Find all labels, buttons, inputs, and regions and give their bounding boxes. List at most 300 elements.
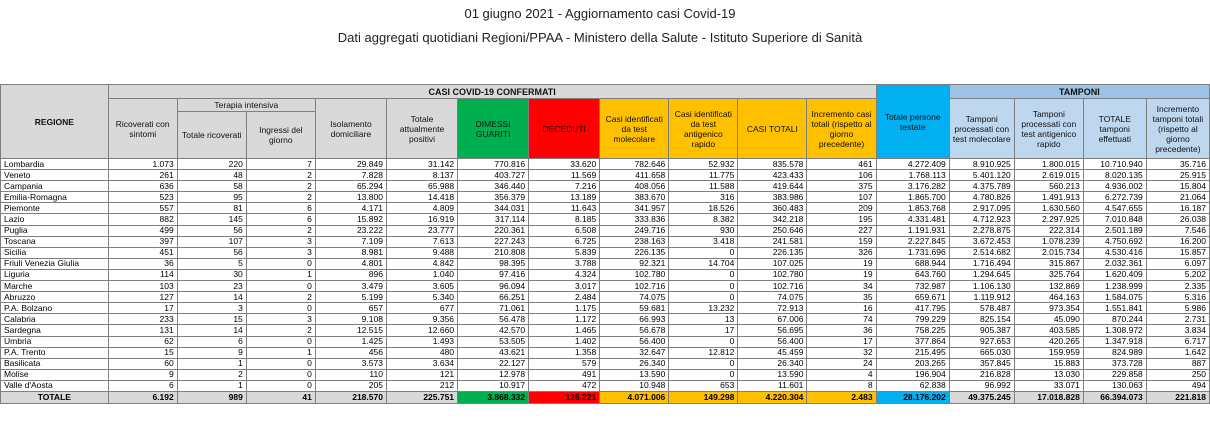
table-row [1, 336, 1210, 347]
cell-deceduti: 7.216 [529, 181, 600, 192]
cell-attualmente-positivi: 212 [386, 380, 457, 391]
cell-tamponi-molecolare: 1.106.130 [949, 281, 1014, 292]
cell-totale-ricoverati: 58 [177, 181, 246, 192]
table-row [1, 269, 1210, 280]
cell-tamponi-molecolare: 357.845 [949, 358, 1014, 369]
cell-casi-antigenico: 11.775 [669, 170, 738, 181]
table-row [1, 236, 1210, 247]
cell-regione: Emilia-Romagna [1, 192, 109, 203]
cell-casi-totali: 56.695 [738, 325, 807, 336]
cell-regione: P.A. Bolzano [1, 303, 109, 314]
cell-dimessi-guariti: 71.061 [458, 303, 529, 314]
cell-incremento-tamponi: 7.546 [1146, 225, 1209, 236]
col-header-dimessi-guariti: DIMESSI GUARITI [458, 99, 529, 159]
cell-casi-antigenico: 149.298 [669, 391, 738, 403]
cell-attualmente-positivi: 4.842 [386, 258, 457, 269]
cell-dimessi-guariti: 344.031 [458, 203, 529, 214]
cell-tamponi-totale: 8.020.135 [1083, 170, 1146, 181]
total-row [1, 391, 1210, 403]
cell-tamponi-molecolare: 2.278.875 [949, 225, 1014, 236]
cell-ingressi-giorno: 3 [246, 236, 315, 247]
cell-incremento-casi: 461 [807, 159, 876, 170]
cell-tamponi-antigenico: 315.867 [1014, 258, 1083, 269]
cell-tamponi-molecolare: 4.712.923 [949, 214, 1014, 225]
cell-incremento-casi: 326 [807, 247, 876, 258]
cell-casi-antigenico: 0 [669, 269, 738, 280]
col-header-incremento-tamponi: Incremento tamponi totali (rispetto al giorno precedente) [1146, 99, 1209, 159]
cell-regione: Lombardia [1, 159, 109, 170]
cell-incremento-casi: 36 [807, 325, 876, 336]
table-row [1, 358, 1210, 369]
cell-isolamento: 456 [315, 347, 386, 358]
cell-casi-antigenico: 0 [669, 247, 738, 258]
cell-totale-ricoverati: 3 [177, 303, 246, 314]
cell-casi-antigenico: 0 [669, 336, 738, 347]
cell-casi-molecolare: 4.071.006 [600, 391, 669, 403]
cell-persone-testate: 1.731.696 [876, 247, 949, 258]
cell-tamponi-totale: 824.989 [1083, 347, 1146, 358]
cell-ricoverati-sintomi: 261 [108, 170, 177, 181]
cell-incremento-tamponi: 3.834 [1146, 325, 1209, 336]
cell-persone-testate: 1.865.700 [876, 192, 949, 203]
cell-ricoverati-sintomi: 60 [108, 358, 177, 369]
cell-isolamento: 29.849 [315, 159, 386, 170]
cell-tamponi-totale: 10.710.940 [1083, 159, 1146, 170]
cell-tamponi-antigenico: 464.163 [1014, 292, 1083, 303]
cell-tamponi-antigenico: 1.630.560 [1014, 203, 1083, 214]
cell-attualmente-positivi: 225.751 [386, 391, 457, 403]
cell-tamponi-totale: 6.272.739 [1083, 192, 1146, 203]
cell-ingressi-giorno: 0 [246, 336, 315, 347]
cell-ingressi-giorno: 2 [246, 225, 315, 236]
cell-incremento-tamponi: 5.986 [1146, 303, 1209, 314]
cell-casi-molecolare: 782.646 [600, 159, 669, 170]
cell-tamponi-totale: 2.032.361 [1083, 258, 1146, 269]
cell-isolamento: 12.515 [315, 325, 386, 336]
cell-ingressi-giorno: 0 [246, 369, 315, 380]
cell-isolamento: 4.801 [315, 258, 386, 269]
cell-dimessi-guariti: 56.478 [458, 314, 529, 325]
cell-deceduti: 579 [529, 358, 600, 369]
cell-attualmente-positivi: 31.142 [386, 159, 457, 170]
cell-attualmente-positivi: 677 [386, 303, 457, 314]
col-header-incremento-casi: Incremento casi totali (rispetto al giorno precedente) [807, 99, 876, 159]
cell-dimessi-guariti: 98.395 [458, 258, 529, 269]
cell-deceduti: 1.172 [529, 314, 600, 325]
cell-deceduti: 491 [529, 369, 600, 380]
cell-ricoverati-sintomi: 451 [108, 247, 177, 258]
cell-tamponi-totale: 2.501.189 [1083, 225, 1146, 236]
col-header-isolamento: Isolamento domiciliare [315, 99, 386, 159]
cell-isolamento: 110 [315, 369, 386, 380]
col-header-attualmente-positivi: Totale attualmente positivi [386, 99, 457, 159]
cell-totale-ricoverati: 14 [177, 292, 246, 303]
cell-isolamento: 1.425 [315, 336, 386, 347]
cell-ingressi-giorno: 6 [246, 214, 315, 225]
cell-totale-ricoverati: 15 [177, 314, 246, 325]
cell-tamponi-totale: 4.750.692 [1083, 236, 1146, 247]
cell-ricoverati-sintomi: 114 [108, 269, 177, 280]
group-header-casi: CASI COVID-19 CONFERMATI [108, 85, 876, 99]
cell-incremento-casi: 107 [807, 192, 876, 203]
cell-deceduti: 11.643 [529, 203, 600, 214]
cell-ricoverati-sintomi: 882 [108, 214, 177, 225]
cell-regione: Basilicata [1, 358, 109, 369]
cell-casi-molecolare: 383.670 [600, 192, 669, 203]
cell-dimessi-guariti: 227.243 [458, 236, 529, 247]
cell-persone-testate: 62.838 [876, 380, 949, 391]
cell-tamponi-totale: 229.858 [1083, 369, 1146, 380]
cell-casi-antigenico: 17 [669, 325, 738, 336]
cell-tamponi-antigenico: 403.585 [1014, 325, 1083, 336]
cell-dimessi-guariti: 403.727 [458, 170, 529, 181]
cell-persone-testate: 196.904 [876, 369, 949, 380]
cell-incremento-casi: 24 [807, 358, 876, 369]
col-header-tamponi-totale: TOTALE tamponi effettuati [1083, 99, 1146, 159]
cell-totale-ricoverati: 56 [177, 247, 246, 258]
cell-casi-molecolare: 66.993 [600, 314, 669, 325]
cell-tamponi-molecolare: 2.917.095 [949, 203, 1014, 214]
cell-isolamento: 23.222 [315, 225, 386, 236]
cell-dimessi-guariti: 10.917 [458, 380, 529, 391]
cell-totale-ricoverati: 145 [177, 214, 246, 225]
cell-tamponi-totale: 1.551.841 [1083, 303, 1146, 314]
cell-dimessi-guariti: 346.440 [458, 181, 529, 192]
cell-persone-testate: 2.227.845 [876, 236, 949, 247]
cell-totale-ricoverati: 81 [177, 203, 246, 214]
cell-casi-totali: 360.483 [738, 203, 807, 214]
cell-attualmente-positivi: 4.809 [386, 203, 457, 214]
cell-ricoverati-sintomi: 62 [108, 336, 177, 347]
table-row [1, 247, 1210, 258]
cell-ricoverati-sintomi: 127 [108, 292, 177, 303]
cell-incremento-casi: 16 [807, 303, 876, 314]
cell-casi-antigenico: 12.812 [669, 347, 738, 358]
cell-casi-totali: 241.581 [738, 236, 807, 247]
table-row [1, 225, 1210, 236]
cell-regione: Sicilia [1, 247, 109, 258]
cell-tamponi-antigenico: 1.800.015 [1014, 159, 1083, 170]
cell-totale-ricoverati: 2 [177, 369, 246, 380]
cell-attualmente-positivi: 65.988 [386, 181, 457, 192]
cell-ingressi-giorno: 0 [246, 380, 315, 391]
cell-ingressi-giorno: 3 [246, 314, 315, 325]
cell-tamponi-totale: 7.010.848 [1083, 214, 1146, 225]
cell-isolamento: 15.892 [315, 214, 386, 225]
cell-attualmente-positivi: 5.340 [386, 292, 457, 303]
cell-regione: TOTALE [1, 391, 109, 403]
cell-casi-totali: 250.646 [738, 225, 807, 236]
cell-tamponi-antigenico: 159.959 [1014, 347, 1083, 358]
cell-isolamento: 205 [315, 380, 386, 391]
cell-regione: Campania [1, 181, 109, 192]
cell-tamponi-molecolare: 578.487 [949, 303, 1014, 314]
col-header-deceduti: DECEDUTI [529, 99, 600, 159]
cell-deceduti: 33.620 [529, 159, 600, 170]
cell-tamponi-antigenico: 2.015.734 [1014, 247, 1083, 258]
cell-attualmente-positivi: 480 [386, 347, 457, 358]
cell-incremento-tamponi: 25.915 [1146, 170, 1209, 181]
cell-regione: Friuli Venezia Giulia [1, 258, 109, 269]
cell-casi-totali: 72.913 [738, 303, 807, 314]
table-row [1, 369, 1210, 380]
cell-tamponi-totale: 373.728 [1083, 358, 1146, 369]
col-header-totale-ricoverati: Totale ricoverati [177, 112, 246, 159]
cell-tamponi-antigenico: 2.619.015 [1014, 170, 1083, 181]
cell-casi-molecolare: 341.957 [600, 203, 669, 214]
cell-ingressi-giorno: 1 [246, 347, 315, 358]
cell-incremento-casi: 34 [807, 281, 876, 292]
group-header-tamponi: TAMPONI [949, 85, 1209, 99]
col-header-persone-testate: Totale persone testate [876, 85, 949, 159]
page-title: 01 giugno 2021 - Aggiornamento casi Covid-19 [464, 6, 736, 21]
cell-tamponi-totale: 4.530.416 [1083, 247, 1146, 258]
cell-isolamento: 8.981 [315, 247, 386, 258]
cell-attualmente-positivi: 14.418 [386, 192, 457, 203]
table-row [1, 258, 1210, 269]
cell-deceduti: 472 [529, 380, 600, 391]
cell-ricoverati-sintomi: 131 [108, 325, 177, 336]
cell-tamponi-molecolare: 4.780.826 [949, 192, 1014, 203]
cell-tamponi-molecolare: 1.294.645 [949, 269, 1014, 280]
table-row [1, 380, 1210, 391]
cell-tamponi-molecolare: 665.030 [949, 347, 1014, 358]
cell-casi-totali: 56.400 [738, 336, 807, 347]
cell-tamponi-antigenico: 222.314 [1014, 225, 1083, 236]
cell-tamponi-antigenico: 2.297.925 [1014, 214, 1083, 225]
cell-ricoverati-sintomi: 397 [108, 236, 177, 247]
cell-attualmente-positivi: 8.137 [386, 170, 457, 181]
cell-tamponi-antigenico: 33.071 [1014, 380, 1083, 391]
cell-regione: Veneto [1, 170, 109, 181]
cell-tamponi-molecolare: 1.716.494 [949, 258, 1014, 269]
cell-incremento-tamponi: 35.716 [1146, 159, 1209, 170]
cell-totale-ricoverati: 14 [177, 325, 246, 336]
cell-dimessi-guariti: 3.868.332 [458, 391, 529, 403]
cell-casi-molecolare: 13.590 [600, 369, 669, 380]
cell-totale-ricoverati: 1 [177, 358, 246, 369]
cell-attualmente-positivi: 23.777 [386, 225, 457, 236]
cell-regione: Piemonte [1, 203, 109, 214]
cell-tamponi-molecolare: 216.828 [949, 369, 1014, 380]
cell-incremento-tamponi: 2.731 [1146, 314, 1209, 325]
cell-tamponi-totale: 130.063 [1083, 380, 1146, 391]
cell-tamponi-antigenico: 15.883 [1014, 358, 1083, 369]
cell-ingressi-giorno: 2 [246, 325, 315, 336]
cell-casi-molecolare: 59.681 [600, 303, 669, 314]
cell-deceduti: 4.324 [529, 269, 600, 280]
cell-incremento-casi: 227 [807, 225, 876, 236]
cell-persone-testate: 203.265 [876, 358, 949, 369]
cell-casi-totali: 383.986 [738, 192, 807, 203]
cell-tamponi-molecolare: 49.375.245 [949, 391, 1014, 403]
cell-persone-testate: 799.229 [876, 314, 949, 325]
cell-casi-antigenico: 0 [669, 369, 738, 380]
cell-totale-ricoverati: 56 [177, 225, 246, 236]
cell-deceduti: 3.788 [529, 258, 600, 269]
cell-dimessi-guariti: 53.505 [458, 336, 529, 347]
cell-attualmente-positivi: 9.356 [386, 314, 457, 325]
cell-casi-totali: 11.601 [738, 380, 807, 391]
cell-attualmente-positivi: 12.660 [386, 325, 457, 336]
cell-totale-ricoverati: 9 [177, 347, 246, 358]
cell-totale-ricoverati: 95 [177, 192, 246, 203]
cell-attualmente-positivi: 9.488 [386, 247, 457, 258]
cell-incremento-tamponi: 5.316 [1146, 292, 1209, 303]
cell-casi-antigenico: 13 [669, 314, 738, 325]
cell-ricoverati-sintomi: 233 [108, 314, 177, 325]
cell-totale-ricoverati: 30 [177, 269, 246, 280]
cell-persone-testate: 417.795 [876, 303, 949, 314]
cell-incremento-casi: 74 [807, 314, 876, 325]
cell-deceduti: 1.402 [529, 336, 600, 347]
cell-casi-molecolare: 408.056 [600, 181, 669, 192]
cell-casi-antigenico: 3.418 [669, 236, 738, 247]
cell-casi-totali: 102.780 [738, 269, 807, 280]
table-row [1, 203, 1210, 214]
cell-incremento-casi: 4 [807, 369, 876, 380]
cell-ingressi-giorno: 2 [246, 192, 315, 203]
table-row [1, 159, 1210, 170]
cell-ingressi-giorno: 0 [246, 303, 315, 314]
cell-isolamento: 13.800 [315, 192, 386, 203]
col-header-tamponi-molecolare: Tamponi processati con test molecolare [949, 99, 1014, 159]
cell-casi-antigenico: 0 [669, 358, 738, 369]
cell-casi-molecolare: 238.163 [600, 236, 669, 247]
cell-casi-antigenico: 13.232 [669, 303, 738, 314]
cell-casi-antigenico: 0 [669, 292, 738, 303]
cell-dimessi-guariti: 770.816 [458, 159, 529, 170]
cell-ingressi-giorno: 41 [246, 391, 315, 403]
group-header-terapia-intensiva: Terapia intensiva [177, 99, 315, 112]
cell-isolamento: 7.828 [315, 170, 386, 181]
cell-ingressi-giorno: 6 [246, 203, 315, 214]
cell-tamponi-antigenico: 132.869 [1014, 281, 1083, 292]
cell-regione: Umbria [1, 336, 109, 347]
col-header-casi-antigenico: Casi identificati da test antigenico rapido [669, 99, 738, 159]
cell-tamponi-totale: 4.547.655 [1083, 203, 1146, 214]
cell-deceduti: 5.839 [529, 247, 600, 258]
cell-casi-antigenico: 0 [669, 281, 738, 292]
cell-incremento-tamponi: 494 [1146, 380, 1209, 391]
cell-tamponi-totale: 870.244 [1083, 314, 1146, 325]
cell-casi-molecolare: 411.658 [600, 170, 669, 181]
cell-tamponi-antigenico: 560.213 [1014, 181, 1083, 192]
cell-casi-totali: 45.459 [738, 347, 807, 358]
cell-casi-molecolare: 26.340 [600, 358, 669, 369]
cell-casi-antigenico: 930 [669, 225, 738, 236]
cell-casi-molecolare: 32.647 [600, 347, 669, 358]
cell-persone-testate: 4.331.481 [876, 214, 949, 225]
cell-totale-ricoverati: 107 [177, 236, 246, 247]
cell-casi-totali: 102.716 [738, 281, 807, 292]
col-header-tamponi-antigenico: Tamponi processati con test antigenico rapido [1014, 99, 1083, 159]
cell-casi-totali: 419.644 [738, 181, 807, 192]
cell-incremento-tamponi: 221.818 [1146, 391, 1209, 403]
cell-deceduti: 1.175 [529, 303, 600, 314]
cell-casi-totali: 4.220.304 [738, 391, 807, 403]
cell-tamponi-totale: 1.238.999 [1083, 281, 1146, 292]
cell-persone-testate: 1.191.931 [876, 225, 949, 236]
cell-isolamento: 9.108 [315, 314, 386, 325]
cell-casi-molecolare: 56.400 [600, 336, 669, 347]
cell-regione: Sardegna [1, 325, 109, 336]
cell-casi-molecolare: 56.678 [600, 325, 669, 336]
cell-deceduti: 13.189 [529, 192, 600, 203]
cell-regione: Molise [1, 369, 109, 380]
cell-incremento-casi: 209 [807, 203, 876, 214]
cell-deceduti: 1.465 [529, 325, 600, 336]
table-row [1, 170, 1210, 181]
cell-tamponi-totale: 1.584.075 [1083, 292, 1146, 303]
covid-data-table [0, 84, 1210, 404]
cell-casi-totali: 423.433 [738, 170, 807, 181]
cell-deceduti: 2.484 [529, 292, 600, 303]
cell-dimessi-guariti: 12.978 [458, 369, 529, 380]
cell-ricoverati-sintomi: 9 [108, 369, 177, 380]
cell-regione: Marche [1, 281, 109, 292]
cell-dimessi-guariti: 42.570 [458, 325, 529, 336]
cell-tamponi-antigenico: 17.018.828 [1014, 391, 1083, 403]
cell-incremento-tamponi: 15.857 [1146, 247, 1209, 258]
cell-tamponi-molecolare: 2.514.682 [949, 247, 1014, 258]
cell-tamponi-molecolare: 4.375.789 [949, 181, 1014, 192]
cell-incremento-tamponi: 15.804 [1146, 181, 1209, 192]
table-row [1, 292, 1210, 303]
cell-persone-testate: 1.768.113 [876, 170, 949, 181]
cell-tamponi-molecolare: 96.992 [949, 380, 1014, 391]
cell-incremento-tamponi: 2.335 [1146, 281, 1209, 292]
cell-dimessi-guariti: 22.127 [458, 358, 529, 369]
cell-ingressi-giorno: 3 [246, 247, 315, 258]
cell-incremento-casi: 195 [807, 214, 876, 225]
col-header-ricoverati-sintomi: Ricoverati con sintomi [108, 99, 177, 159]
cell-casi-antigenico: 653 [669, 380, 738, 391]
cell-totale-ricoverati: 1 [177, 380, 246, 391]
cell-casi-antigenico: 316 [669, 192, 738, 203]
cell-tamponi-antigenico: 1.078.239 [1014, 236, 1083, 247]
cell-persone-testate: 758.225 [876, 325, 949, 336]
table-row [1, 181, 1210, 192]
cell-dimessi-guariti: 220.361 [458, 225, 529, 236]
cell-incremento-casi: 17 [807, 336, 876, 347]
cell-tamponi-antigenico: 325.764 [1014, 269, 1083, 280]
cell-attualmente-positivi: 3.605 [386, 281, 457, 292]
cell-persone-testate: 659.671 [876, 292, 949, 303]
cell-isolamento: 7.109 [315, 236, 386, 247]
cell-isolamento: 218.570 [315, 391, 386, 403]
cell-tamponi-molecolare: 825.154 [949, 314, 1014, 325]
cell-persone-testate: 4.272.409 [876, 159, 949, 170]
cell-casi-molecolare: 226.135 [600, 247, 669, 258]
cell-ricoverati-sintomi: 6.192 [108, 391, 177, 403]
cell-incremento-tamponi: 26.038 [1146, 214, 1209, 225]
cell-casi-antigenico: 14.704 [669, 258, 738, 269]
cell-incremento-tamponi: 1.642 [1146, 347, 1209, 358]
cell-incremento-casi: 19 [807, 258, 876, 269]
cell-ricoverati-sintomi: 17 [108, 303, 177, 314]
cell-attualmente-positivi: 1.493 [386, 336, 457, 347]
cell-ricoverati-sintomi: 557 [108, 203, 177, 214]
cell-ricoverati-sintomi: 103 [108, 281, 177, 292]
cell-ingressi-giorno: 7 [246, 159, 315, 170]
cell-persone-testate: 3.176.282 [876, 181, 949, 192]
cell-isolamento: 896 [315, 269, 386, 280]
cell-attualmente-positivi: 3.634 [386, 358, 457, 369]
table-row [1, 281, 1210, 292]
cell-deceduti: 8.185 [529, 214, 600, 225]
cell-dimessi-guariti: 66.251 [458, 292, 529, 303]
